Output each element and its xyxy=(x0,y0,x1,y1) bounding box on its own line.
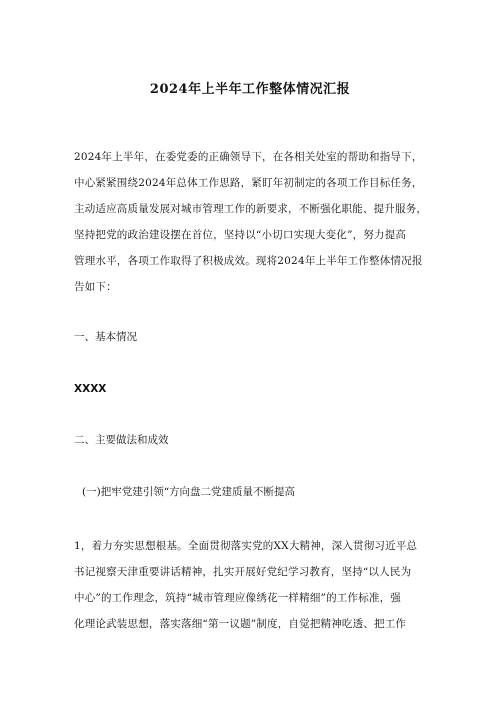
intro-line: 管理水平，各项工作取得了积极成效。现将2024年上半年工作整体情况报 xyxy=(74,255,423,267)
intro-line: 坚持把党的政治建设摆在首位，坚持以“小切口实现大变化”，努力提高 xyxy=(74,229,407,241)
subsection-heading: (一)把牢党建引领“方向盘二党建质量不断提高 xyxy=(82,486,296,498)
intro-line: 告如下： xyxy=(74,281,117,293)
document-title: 2024年上半年工作整体情况汇报 xyxy=(149,82,351,97)
item-paragraph xyxy=(74,533,434,637)
item-line: 化理论武装思想，落实落细“第一议题”制度，自觉把精神吃透、把工作 xyxy=(74,618,407,630)
section-heading-practices: 二、主要做法和成效 xyxy=(74,434,169,446)
section-content-placeholder: XXXX xyxy=(74,383,107,395)
intro-line: 中心紧紧围绕2024年总体工作思路，紧盯年初制定的各项工作目标任务， xyxy=(74,177,423,189)
intro-line: 主动适应高质量发展对城市管理工作的新要求，不断强化职能、提升服务， xyxy=(74,203,428,215)
intro-paragraph xyxy=(74,144,434,300)
item-line: 中心”的工作理念，筑持“城市管理应像绣花一样精细”的工作标准，强 xyxy=(74,592,402,604)
intro-line: 2024年上半年，在委党委的正确领导下，在各相关处室的帮助和指导下， xyxy=(74,151,423,163)
item-line: 书记视察天津重要讲话精神，扎实开展好党纪学习教育，坚持“以人民为 xyxy=(74,566,412,578)
section-heading-basic: 一、基本情况 xyxy=(74,331,137,343)
item-line: 1，着力夯实思想根基。全面贯彻落实党的XX大精神，深入贯彻习近平总 xyxy=(74,540,418,552)
